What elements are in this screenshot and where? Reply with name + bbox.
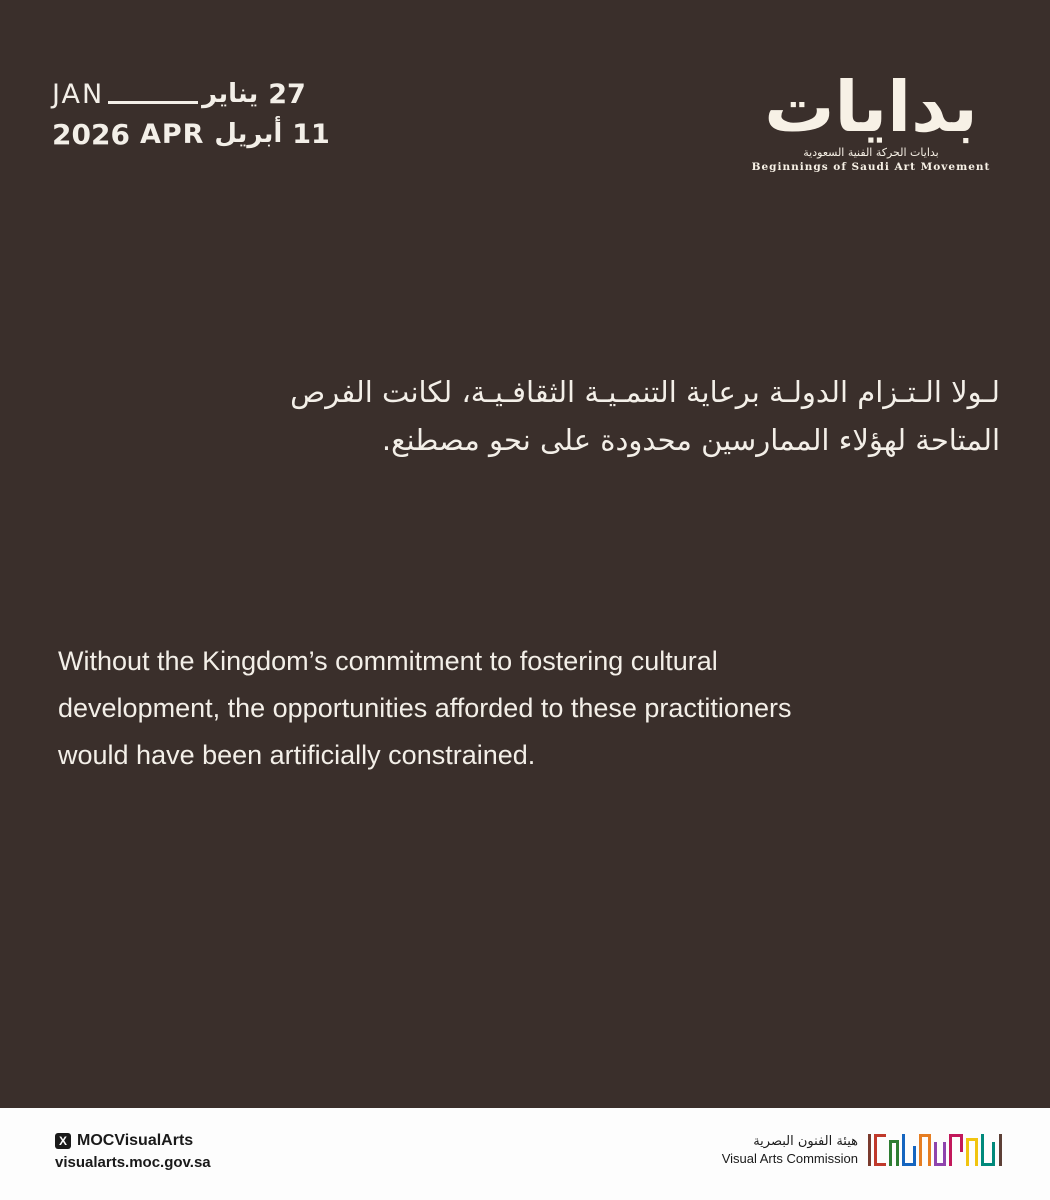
end-day: 11 <box>292 118 330 150</box>
end-year: 2026 <box>52 117 130 151</box>
social-handle-row[interactable] <box>55 1130 211 1152</box>
start-day: 27 <box>268 78 306 110</box>
end-month-en: APR <box>139 118 205 150</box>
bidayat-logo <box>746 68 996 173</box>
x-logo-icon: X <box>55 1133 71 1149</box>
end-month-ar: أبريل <box>214 119 283 149</box>
footer <box>0 1108 1050 1200</box>
logo-subtitle-ar: بدايات الحركة الفنية السعودية <box>803 146 939 159</box>
social-handle[interactable]: MOCVisualArts <box>77 1132 194 1149</box>
vac-emblem-icon <box>868 1132 1004 1168</box>
vac-name-en: Visual Arts Commission <box>721 1151 858 1166</box>
logo-subtitle-en: Beginnings of Saudi Art Movement <box>751 161 991 173</box>
quote-arabic: لـولا الـتـزام الدولـة برعاية التنمـيـة الثقافـيـة، لكانت الفرص المتاحة لهؤلاء الممارسين محدودة على نحو مصطنع. <box>290 375 1000 457</box>
quote-english: Without the Kingdom’s commitment to fostering cultural development, the opportunities afforded to these practitioners would have been artificially constrained. <box>58 646 792 770</box>
logo-title-ar: بدايات <box>764 66 978 148</box>
website-link[interactable]: visualarts.moc.gov.sa <box>55 1154 211 1171</box>
kashida-stroke <box>108 101 198 104</box>
footer-contact <box>55 1130 211 1171</box>
visual-arts-commission-logo <box>722 1132 1004 1168</box>
vac-name-ar: هيئة الفنون البصرية <box>753 1134 858 1149</box>
end-date <box>52 114 330 154</box>
start-month-ar: يناير <box>202 79 259 109</box>
start-month-en: JAN <box>52 78 105 110</box>
vac-wordmark <box>722 1134 858 1166</box>
start-date <box>52 74 312 114</box>
exhibition-dates <box>52 74 330 154</box>
